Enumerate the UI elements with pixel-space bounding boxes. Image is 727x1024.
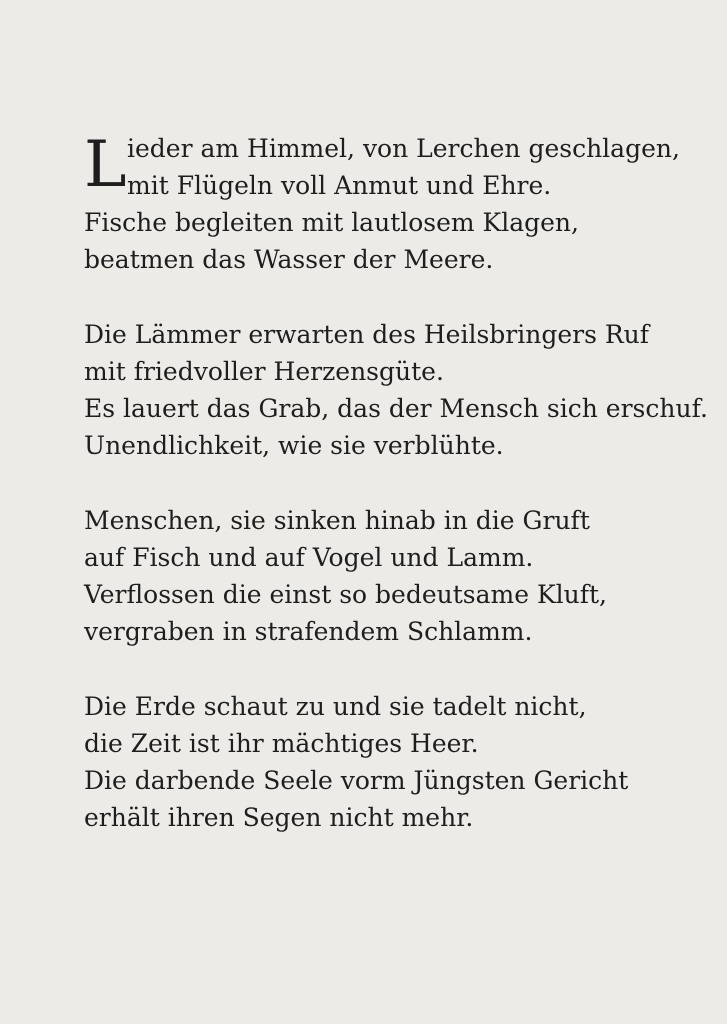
- poem-line: auf Fisch und auf Vogel und Lamm.: [84, 543, 534, 572]
- poem-line: Unendlichkeit, wie sie verblühte.: [84, 431, 504, 460]
- poem-line: die Zeit ist ihr mächtiges Heer.: [84, 729, 479, 758]
- poem-line: beatmen das Wasser der Meere.: [84, 245, 494, 274]
- poem-line: Es lauert das Grab, das der Mensch sich erschuf.: [84, 394, 708, 423]
- poem-line: Die Erde schaut zu und sie tadelt nicht,: [84, 692, 587, 721]
- poem: [84, 128, 708, 874]
- poem-line: Verflossen die einst so bedeutsame Kluft,: [84, 580, 607, 609]
- poem-line: vergraben in strafendem Schlamm.: [84, 617, 533, 646]
- stanza-4: [84, 688, 684, 836]
- poem-line: mit Flügeln voll Anmut und Ehre.: [127, 171, 552, 200]
- poem-line: Die darbende Seele vorm Jüngsten Gericht: [84, 766, 629, 795]
- poem-line: Menschen, sie sinken hinab in die Gruft: [84, 506, 590, 535]
- poem-line: Die Lämmer erwarten des Heilsbringers Ruf: [84, 320, 650, 349]
- stanza-1: [84, 130, 684, 278]
- poem-line: mit friedvoller Herzensgüte.: [84, 357, 444, 386]
- stanza-3: [84, 502, 684, 650]
- drop-cap: L: [84, 128, 127, 202]
- poem-line: Fische begleiten mit lautlosem Klagen,: [84, 208, 579, 237]
- stanza-2: [84, 316, 708, 464]
- poem-line: ieder am Himmel, von Lerchen geschlagen,: [127, 134, 680, 163]
- poem-line: erhält ihren Segen nicht mehr.: [84, 803, 474, 832]
